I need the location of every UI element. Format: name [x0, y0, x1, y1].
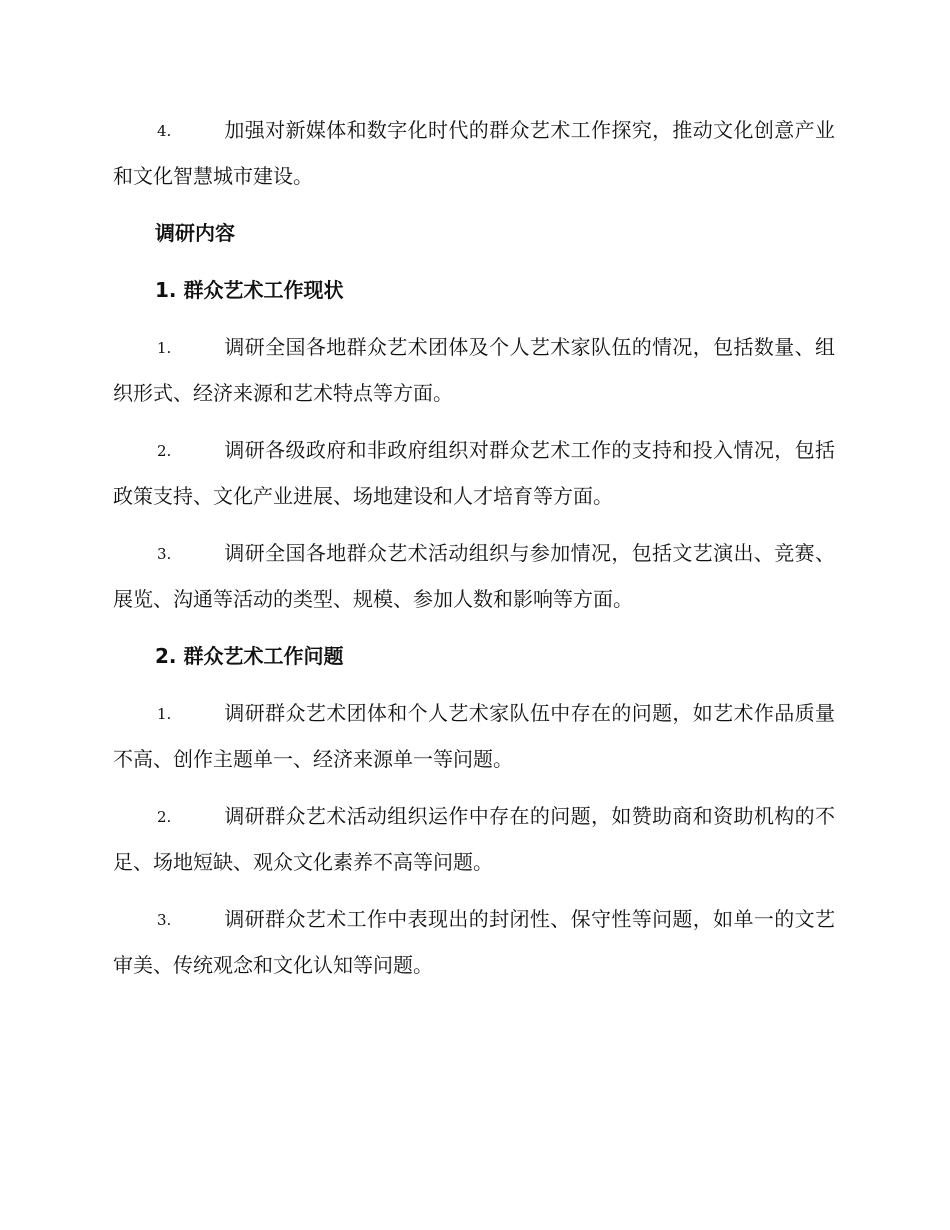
list-number: 1. [157, 339, 172, 357]
list-text: 调研群众艺术团体和个人艺术家队伍中存在的问题，如艺术作品质量不高、创作主题单一、经济来源单一等问题。 [113, 701, 835, 771]
list-item [113, 325, 835, 416]
list-text: 调研群众艺术工作中表现出的封闭性、保守性等问题，如单一的文艺审美、传统观念和文化认知等问题。 [113, 907, 835, 977]
document-body [113, 108, 835, 1000]
list-item [113, 794, 835, 885]
list-text: 调研全国各地群众艺术团体及个人艺术家队伍的情况，包括数量、组织形式、经济来源和艺术特点等方面。 [113, 335, 835, 405]
list-number: 1. [157, 705, 172, 723]
list-text: 调研全国各地群众艺术活动组织与参加情况，包括文艺演出、竞赛、展览、沟通等活动的类型、规模、参加人数和影响等方面。 [113, 541, 835, 611]
list-text: 调研群众艺术活动组织运作中存在的问题，如赞助商和资助机构的不足、场地短缺、观众文化素养不高等问题。 [113, 804, 835, 874]
subsection-title: 1. 群众艺术工作现状 [155, 278, 344, 302]
list-item [113, 691, 835, 782]
list-item [113, 428, 835, 519]
list-number: 3. [157, 911, 172, 929]
section-title: 调研内容 [155, 221, 235, 245]
list-number: 2. [157, 808, 172, 826]
list-item [113, 108, 835, 199]
list-text: 加强对新媒体和数字化时代的群众艺术工作探究，推动文化创意产业和文化智慧城市建设。 [113, 118, 835, 188]
list-item [113, 897, 835, 988]
subsection-title: 2. 群众艺术工作问题 [155, 644, 344, 668]
list-number: 3. [157, 545, 172, 563]
list-text: 调研各级政府和非政府组织对群众艺术工作的支持和投入情况，包括政策支持、文化产业进展、场地建设和人才培育等方面。 [113, 438, 835, 508]
list-number: 2. [157, 442, 172, 460]
list-number: 4. [157, 122, 172, 140]
list-item [113, 531, 835, 622]
